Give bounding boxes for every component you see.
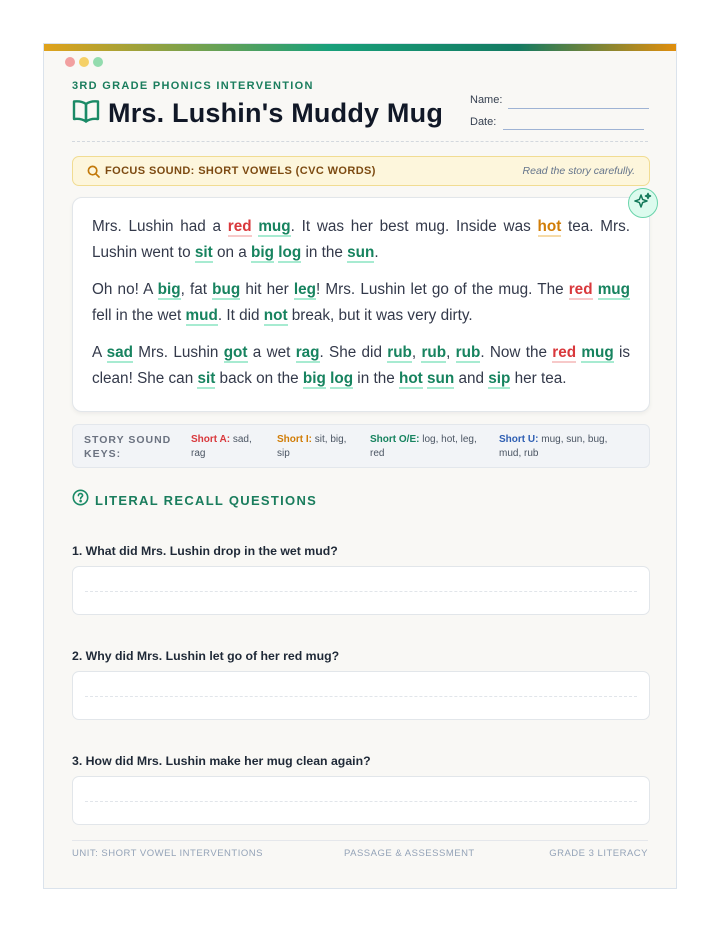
story-paragraph: Mrs. Lushin had a red mug. It was her best mug. Inside was hot tea. Mrs. Lushin went to sit on a big log in the sun. [92, 218, 631, 261]
vowel-word: big [302, 370, 326, 387]
key-words: log, hot, leg, red [370, 434, 477, 459]
focus-sound-label: FOCUS SOUND: SHORT VOWELS (CVC WORDS) [105, 165, 376, 177]
sound-keys-label: STORY SOUND KEYS: [84, 434, 172, 460]
vowel-word: bug [212, 281, 241, 298]
answer-field-1[interactable] [72, 566, 650, 615]
magnifier-icon [87, 165, 100, 183]
vowel-word: log [278, 244, 302, 261]
section-title: LITERAL RECALL QUESTIONS [95, 492, 318, 508]
window-dot-green [93, 57, 103, 67]
vowel-word: rub [455, 344, 481, 361]
window-dots [65, 57, 103, 67]
vowel-word: hot [398, 370, 423, 387]
key-short-a [191, 433, 267, 461]
name-label: Name: [470, 94, 503, 106]
key-short-oe [370, 433, 492, 461]
focus-banner [72, 156, 650, 186]
vowel-word: rub [421, 344, 447, 361]
vowel-word: leg [293, 281, 317, 298]
question-2: 2. Why did Mrs. Lushin let go of her red mug? [72, 649, 340, 663]
vowel-word: rag [295, 344, 320, 361]
vowel-word: sun [347, 244, 375, 261]
story-paragraph: A sad Mrs. Lushin got a wet rag. She did rub, rub, rub. Now the red mug is clean! She can sit back on the big log in the hot sun and sip her tea. [92, 344, 631, 387]
footer-grade: GRADE 3 LITERACY [549, 848, 648, 859]
vowel-word: sip [488, 370, 511, 387]
name-field[interactable] [508, 108, 649, 109]
footer-divider [72, 840, 648, 841]
key-words: sit, big, sip [277, 434, 347, 459]
title-row [72, 98, 443, 129]
vowel-word: not [263, 307, 288, 324]
header-divider [72, 141, 648, 142]
vowel-word: hot [537, 218, 562, 235]
vowel-word: mug [597, 281, 630, 298]
date-field[interactable] [503, 129, 644, 130]
vowel-word: red [568, 281, 593, 298]
vowel-word: mud [185, 307, 218, 324]
story-paragraph: Oh no! A big, fat bug hit her leg! Mrs. Lushin let go of the mug. The red mug fell in the wet mud. It did not break, but it was very dirty. [92, 281, 630, 324]
focus-note: Read the story carefully. [522, 165, 635, 177]
answer-field-3[interactable] [72, 776, 650, 825]
key-short-i [277, 433, 361, 461]
key-words: sad, rag [191, 434, 252, 459]
gradient-top-bar [44, 44, 676, 51]
window-dot-yellow [79, 57, 89, 67]
key-short-u [499, 433, 621, 461]
vowel-word: big [157, 281, 181, 298]
key-name: Short O/E: [370, 434, 420, 445]
vowel-word: log [330, 370, 354, 387]
sparkle-button[interactable] [628, 188, 658, 218]
sparkle-icon [634, 192, 652, 215]
vowel-word: red [552, 344, 577, 361]
date-label: Date: [470, 116, 497, 128]
vowel-word: sad [106, 344, 134, 361]
vowel-word: got [223, 344, 248, 361]
key-words: mug, sun, bug, mud, rub [499, 434, 608, 459]
vowel-word: sun [427, 370, 455, 387]
vowel-word: mug [258, 218, 291, 235]
vowel-word: big [251, 244, 274, 261]
question-circle-icon [72, 489, 89, 511]
key-name: Short I: [277, 434, 312, 445]
answer-field-2[interactable] [72, 671, 650, 720]
section-header [72, 489, 317, 511]
vowel-word: red [227, 218, 252, 235]
sound-keys-panel [72, 424, 650, 468]
footer-center: PASSAGE & ASSESSMENT [344, 848, 475, 859]
question-3: 3. How did Mrs. Lushin make her mug clean again? [72, 754, 371, 768]
grade-kicker: 3RD GRADE PHONICS INTERVENTION [72, 80, 314, 92]
worksheet [43, 43, 677, 889]
vowel-word: sit [194, 244, 213, 261]
vowel-word: sit [197, 370, 216, 387]
key-name: Short A: [191, 434, 231, 445]
footer-unit: UNIT: SHORT VOWEL INTERVENTIONS [72, 848, 263, 859]
question-1: 1. What did Mrs. Lushin drop in the wet mud? [72, 544, 338, 558]
vowel-word: rub [387, 344, 412, 361]
vowel-word: mug [581, 344, 614, 361]
page-title: Mrs. Lushin's Muddy Mug [108, 98, 444, 128]
open-book-icon [72, 99, 100, 128]
story-passage [72, 197, 650, 412]
key-name: Short U: [499, 434, 539, 445]
window-dot-red [65, 57, 75, 67]
